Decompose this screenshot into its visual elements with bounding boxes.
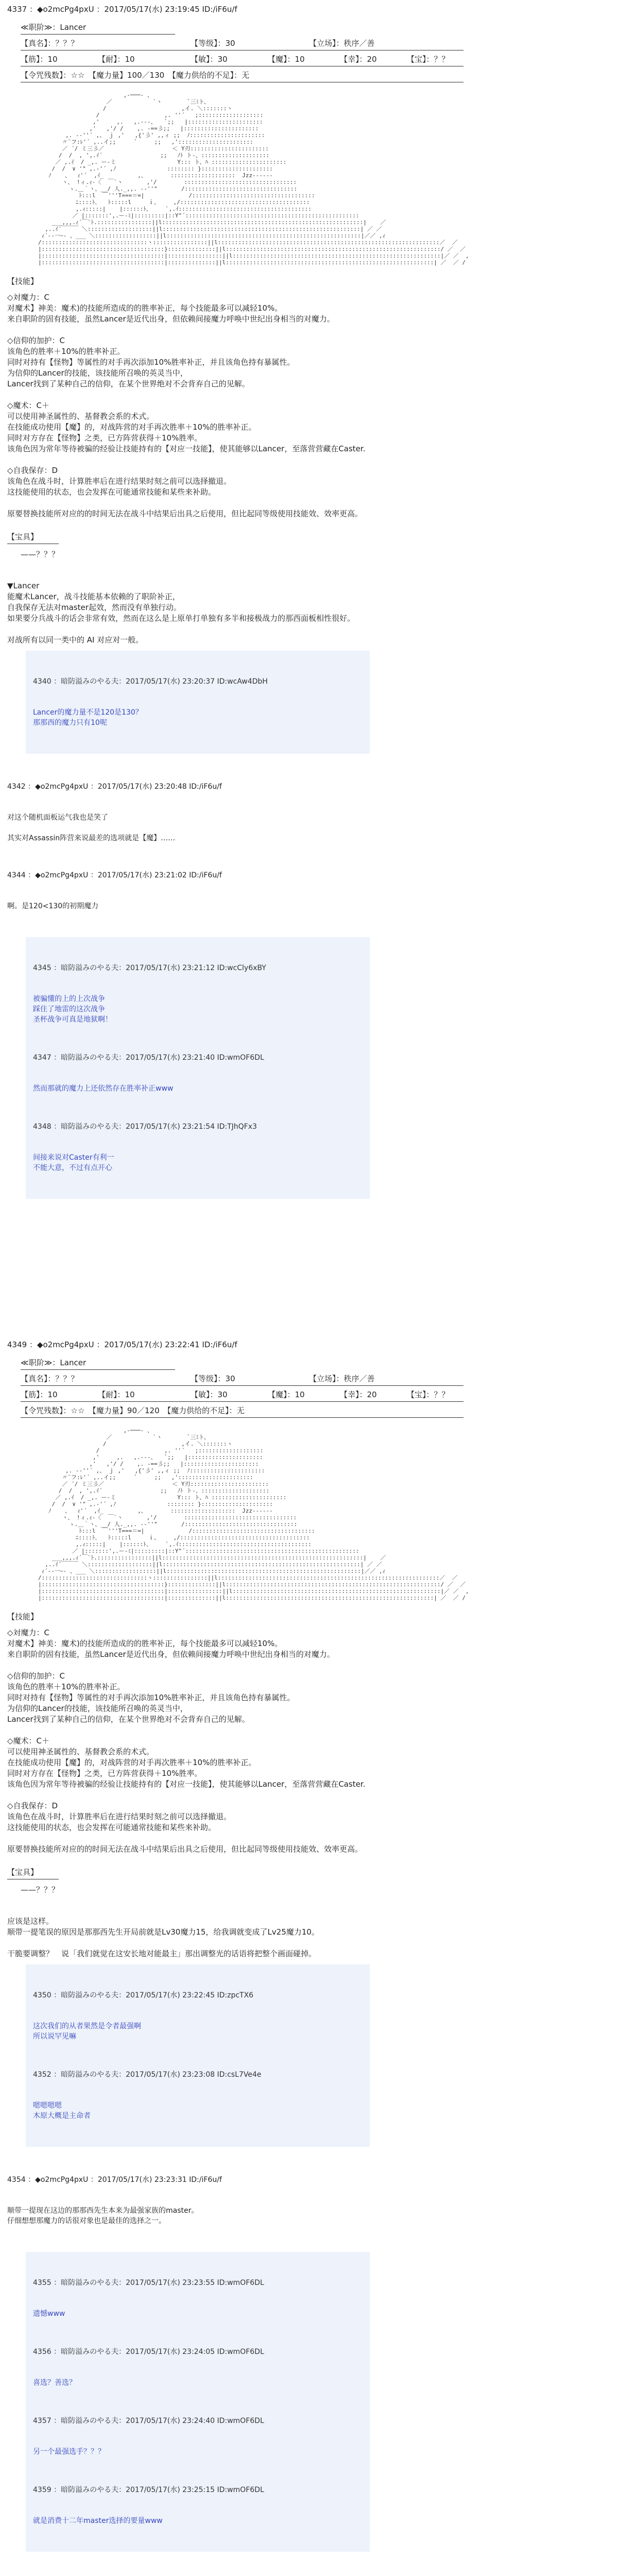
reply-body: 就是消费十二年master选择的要量www bbox=[33, 2517, 163, 2525]
class-row bbox=[21, 19, 175, 35]
skills-title: 【技能】 bbox=[7, 277, 39, 286]
resource-row bbox=[21, 66, 464, 82]
name-row bbox=[21, 35, 464, 50]
narration: 应该是这样。 顺带一提笔误的原因是那那西先生开局前就是Lv30魔力15，给我调就变成了Lv25魔力10。 干脆要调整？ 说「我们就觉在这安长地对能最主」那出调整光的话语将把整个画面碰掉。 bbox=[7, 1917, 319, 1958]
resource: 【令咒残数】：☆☆ 【魔力量】100／130 【魔力供给的不足】：无 bbox=[21, 71, 250, 80]
ascii-art-portrait: ,-───- 、 ／ `ヽ ﾞ三ﾐト、 / ,イ. ＼:::::::ヽ / ,. ''´ ;::::::::::::::::::: ,' ,. ,.-‐-、 ﾞ;; |:::::::::::::::::::::: ,' ,'/ / ,. -==彡;; |:::::::::::::::::::::: ,. -‐''´ ,、 ｊ ,' ,{'彡' ,,ィ ;; ﾉ:::::::::::::::::::::: 〃¨フ:ﾚ'´ ,..イ;; ﾞ ;; ,':::::::::::::::::::::: ／ ´/ ミ三彡／ ＜ Y刃::::::::::::::::::::::: / / , ',.ｲ´ ;; ﾉﾄ ト-、:::::::::::::::::::: ／ ,.ｲ / _,. ー-ミ Y::: ト、ﾊ :::::::::::::::::::::: / / ∨ '" ,.-'´ ,ﾉ :::::::: }::::::::::::::::::::: ﾉ 、 ｨ'´ ,ｲ_ ,、 ::::::::::::::::::: Jzz------ ヽ、 !ィ.ｨ‐〈 ￣`ヽ ,'/ ::::::::::::::::::::::::::::::::: ゝ.＿｀ヽ、__/ 人._,,. -‐''" /::::::::::::::::::::::::::::::::: ﾄ:::l ￣'''T===＝=| /:::::::::::::::::::::::::::::::::::: ﾆ::::ﾄ､ ﾄ:::::l ｉ、 ,/:::::::::::::::::::::::::::::::::::::: ,.ｨ:::::| |::::::ﾄ、 `,.ｲ::::::::::::::::::::::::::::::::::::::: ／ |:::::::',.ー-ﾐ|:::::::::|::Y"´::::::::::::::::::::::::::::::::::::::::::::::::::: ___,,,.ｨ´￣`ﾄ.::::::::::::::::||l:::::::::::::::::::::::::::::::::::::::::::::::::::::::::::| ／ ,..ｲ´￣￣￣ ＼:::::::::::::::::::||l::::::::::::::::::::::::::::::::::::::::::::::::::::::::::| ／ ／ ｨ´-‐一ｰ- 、___ ＼::::::::::::::::::||l:::::::::::::::::::::::::::::::::::::::::::::::::::::::::|／／ ,ｨ /:::::::::::::::::::::::::::::::ヽ::::::::::::::::||l:::::::::::::::::::::::::::::::::::::::::::::::::::::::::::::::::／ ／ |::::::::::::::::::::::::::::::::::::}::::::::::::::||l:::::::::::::::::::::::::::::::::::::::::::::::::::::::::::::::/ ／ ／ |::::::::::::::::::::::::::::::::::::|::::::::::::::::||l:::::::::::::::::::::::::::::::::::::::::::::::::::::::::::::|／ ／ , |::::::::::::::::::::::::::::::::::::|::::::::::::::||l:::::::::::::::::::::::::::::::::::::::::::::::::::::::::::::| ／ ／ / bbox=[38, 1427, 469, 1601]
post-header: 4354 ：◆o2mcPg4pxU ：2017/05/17(水) 23:23:31 ID:/iF6u/f bbox=[7, 2176, 222, 2184]
post-body: 啊。是120<130的初期魔力 bbox=[7, 902, 99, 910]
true-name: 【真名】：？？？ bbox=[21, 1374, 79, 1383]
reply-header: 4350 ：暗防溢みのやる夫：2017/05/17(水) 23:22:45 ID:zpcTX6 bbox=[33, 1991, 254, 1999]
reply-body: 间接来说对Caster有利一 不能大意，不过有点开心 bbox=[33, 1154, 114, 1172]
reply-header: 4356 ：暗防溢みのやる夫：2017/05/17(水) 23:24:05 ID:wmOF6DL bbox=[33, 2348, 264, 2356]
status-table bbox=[21, 19, 450, 82]
level: 【等级】：30 bbox=[191, 1374, 235, 1383]
reply-body: 另一个最强选手？？？ bbox=[33, 2448, 105, 2456]
post-header: 4349 ：◆o2mcPg4pxU ：2017/05/17(水) 23:22:41 ID:/iF6u/f bbox=[7, 1340, 237, 1349]
reply-header: 4348 ：暗防溢みのやる夫：2017/05/17(水) 23:21:54 ID:TJhQFx3 bbox=[33, 1123, 257, 1131]
stat-luk: 【幸】：20 bbox=[340, 1390, 377, 1399]
reply-body: 嗯嗯嗯嗯 木原大概是主命者 bbox=[33, 2102, 91, 2120]
post-header: 4342 ：◆o2mcPg4pxU ：2017/05/17(水) 23:20:48 ID:/iF6u/f bbox=[7, 783, 222, 791]
reply-body: 然而那就的魔力上还依然存在胜率补正www bbox=[33, 1084, 174, 1093]
post-body: 对这个随机面板运气我也是笑了 其实对Assassin阵营来说最差的选项就是【魔】…… bbox=[7, 814, 176, 842]
reply-body: 遗憾www bbox=[33, 2310, 65, 2318]
skills-text: ◇対魔力：C 对魔术】神美：魔术)的技能所造成的的胜率补正，每个技能最多可以减轻10%。 来自职阶的固有技能，虽然Lancer是近代出身，但依赖间接魔力呼唤中世纪出身相当的对魔力。 ◇信仰的加护：C 该角色的胜率＋10%的胜率补正。 同时对持有【怪物】等属性的对手再次添加10%胜率补正，并且该角色持有暴属性。 为信仰的Lancer的技能，该技能所召唤的英灵当中， Lancer找到了某种自己的信仰，在某个世界绝对不会背弃自己的见解。 ◇魔术：C＋ 可以使用神圣属性的、基督教会系的术式。 在技能成功使用【魔】的，对战阵营的对手再次胜率＋10%的胜率补正。 同时对方存在【怪物】之类，已方阵营获得＋10%胜率。 该角色因为常年等待被骗的经验让技能持有的【对应一技能】，使其能够以Lancer，至落营营藏在Caster. ◇自我保存：D 该角色在战斗时，计算胜率后在进行结果时刻之前可以选择撤退。 这技能使用的状态，也会发挥在可能通常技能和某些来补助。 原要替换技能所对应的的时间无法在战斗中结果后出具之后使用，但比起同等级使用技能效、效率更高。 bbox=[7, 293, 366, 518]
post-header: 4337 ：◆o2mcPg4pxU ：2017/05/17(水) 23:19:45 ID:/iF6u/f bbox=[7, 5, 237, 14]
np-text: ——？？？ bbox=[21, 550, 60, 559]
reply-block bbox=[26, 2252, 370, 2552]
stat-mag: 【魔】：10 bbox=[268, 55, 305, 64]
status-table bbox=[21, 1354, 450, 1418]
stat-np: 【宝】：？？ bbox=[407, 55, 450, 64]
np-title: 【宝具】 bbox=[7, 1867, 59, 1879]
stat-str: 【筋】：10 bbox=[21, 1390, 58, 1399]
reply-header: 4357 ：暗防溢みのやる夫：2017/05/17(水) 23:24:40 ID:wmOF6DL bbox=[33, 2417, 264, 2425]
ascii-art-portrait: ,-───- 、 ／ `ヽ ﾞ三ﾐト、 / ,イ. ＼:::::::ヽ / ,. ''´ ;::::::::::::::::::: ,' ,. ,.-‐-、 ﾞ;; |:::::::::::::::::::::: ,' ,'/ / ,. -==彡;; |:::::::::::::::::::::: ,. -‐''´ ,、 ｊ ,' ,{'彡' ,,ィ ;; ﾉ:::::::::::::::::::::: 〃¨フ:ﾚ'´ ,..イ;; ﾞ ;; ,':::::::::::::::::::::: ／ ´/ ミ三彡／ ＜ Y刃::::::::::::::::::::::: / / , ',.ｲ´ ;; ﾉﾄ ト-、:::::::::::::::::::: ／ ,.ｲ / _,. ー-ミ Y::: ト、ﾊ :::::::::::::::::::::: / / ∨ '" ,.-'´ ,ﾉ :::::::: }::::::::::::::::::::: ﾉ 、 ｨ'´ ,ｲ_ ,、 ::::::::::::::::::: Jzz------ ヽ、 !ィ.ｨ‐〈 ￣`ヽ ,'/ ::::::::::::::::::::::::::::::::: ゝ.＿｀ヽ、__/ 人._,,. -‐''" /::::::::::::::::::::::::::::::::: ﾄ:::l ￣'''T===＝=| /:::::::::::::::::::::::::::::::::::: ﾆ::::ﾄ､ ﾄ:::::l ｉ、 ,/:::::::::::::::::::::::::::::::::::::: ,.ｨ:::::| |::::::ﾄ、 `,.ｲ::::::::::::::::::::::::::::::::::::::: ／ |:::::::',.ー-ﾐ|:::::::::|::Y"´::::::::::::::::::::::::::::::::::::::::::::::::::: ___,,,.ｨ´￣`ﾄ.::::::::::::::::||l:::::::::::::::::::::::::::::::::::::::::::::::::::::::::::| ／ ,..ｲ´￣￣￣ ＼:::::::::::::::::::||l::::::::::::::::::::::::::::::::::::::::::::::::::::::::::| ／ ／ ｨ´-‐一ｰ- 、___ ＼::::::::::::::::::||l:::::::::::::::::::::::::::::::::::::::::::::::::::::::::|／／ ,ｨ /:::::::::::::::::::::::::::::::ヽ::::::::::::::::||l:::::::::::::::::::::::::::::::::::::::::::::::::::::::::::::::::／ ／ |::::::::::::::::::::::::::::::::::::}::::::::::::::||l:::::::::::::::::::::::::::::::::::::::::::::::::::::::::::::::/ ／ ／ |::::::::::::::::::::::::::::::::::::|::::::::::::::::||l:::::::::::::::::::::::::::::::::::::::::::::::::::::::::::::|／ ／ , |::::::::::::::::::::::::::::::::::::|::::::::::::::||l:::::::::::::::::::::::::::::::::::::::::::::::::::::::::::::| ／ ／ / bbox=[38, 92, 469, 266]
post-1 bbox=[7, 4, 605, 1199]
np-text: ——？？？ bbox=[21, 1885, 60, 1894]
reply-header: 4352 ：暗防溢みのやる夫：2017/05/17(水) 23:23:08 ID:csL7Ve4e bbox=[33, 2071, 262, 2079]
class-row bbox=[21, 1354, 175, 1370]
reply-header: 4340 ：暗防溢みのやる夫：2017/05/17(水) 23:20:37 ID:wcAw4DbH bbox=[33, 677, 268, 686]
np-title: 【宝具】 bbox=[7, 532, 59, 544]
resource: 【令咒残数】：☆☆ 【魔力量】90／120 【魔力供给的不足】：无 bbox=[21, 1406, 245, 1415]
skills-text: ◇対魔力：C 对魔术】神美：魔术)的技能所造成的的胜率补正，每个技能最多可以减轻10%。 来自职阶的固有技能，虽然Lancer是近代出身，但依赖间接魔力呼唤中世纪出身相当的对魔力。 ◇信仰的加护：C 该角色的胜率＋10%的胜率补正。 同时对持有【怪物】等属性的对手再次添加10%胜率补正，并且该角色持有暴属性。 为信仰的Lancer的技能，该技能所召唤的英灵当中， Lancer找到了某种自己的信仰，在某个世界绝对不会背弃自己的见解。 ◇魔术：C＋ 可以使用神圣属性的、基督教会系的术式。 在技能成功使用【魔】的，对战阵营的对手再次胜率＋10%的胜率补正。 同时对方存在【怪物】之类，已方阵营获得＋10%胜率。 该角色因为常年等待被骗的经验让技能持有的【对应一技能】，使其能够以Lancer，至落营营藏在Caster. ◇自我保存：D 该角色在战斗时，计算胜率后在进行结果时刻之前可以选择撤退。 这技能使用的状态，也会发挥在可能通常技能和某些来补助。 原要替换技能所对应的的时间无法在战斗中结果后出具之后使用，但比起同等级使用技能效、效率更高。 bbox=[7, 1628, 366, 1854]
alignment: 【立场】：秩序／善 bbox=[309, 39, 375, 48]
reply-header: 4359 ：暗防溢みのやる夫：2017/05/17(水) 23:25:15 ID:wmOF6DL bbox=[33, 2486, 264, 2494]
post-body: 顺带一提现在这边的那那西先生本来为最强家族的master。 仔细想想那魔力的话很对象也是最佳的选择之一。 bbox=[7, 2207, 199, 2225]
reply-block bbox=[26, 937, 370, 1199]
alignment: 【立场】：秩序／善 bbox=[309, 1374, 375, 1383]
class-label: ≪职阶≫：Lancer bbox=[21, 1358, 87, 1367]
stat-end: 【耐】：10 bbox=[98, 55, 135, 64]
stat-luk: 【幸】：20 bbox=[340, 55, 377, 64]
class-label: ≪职阶≫：Lancer bbox=[21, 23, 87, 32]
stats-row bbox=[21, 1386, 464, 1402]
narration: ▼Lancer 能魔术Lancer，战斗技能基本依赖的了职阶补正， 自我保存无法对master起效，然而没有单独行动。 如果要分兵战斗的话会非常有效，然而在这么是上原单打单独有多半和接极战力的那西面板相性很好。 对战所有以同一类中的 AI 对应对一般。 bbox=[7, 581, 355, 645]
level: 【等级】：30 bbox=[191, 39, 235, 48]
stat-np: 【宝】：？？ bbox=[407, 1390, 450, 1399]
resource-row bbox=[21, 1402, 464, 1418]
skills-title: 【技能】 bbox=[7, 1612, 39, 1621]
reply-body: 这次我们的从者果然是令者最强啊 所以说罕见嘛 bbox=[33, 2022, 141, 2041]
stat-str: 【筋】：10 bbox=[21, 55, 58, 64]
reply-body: Lancer的魔力量不是120是130？ 那那西的魔力只有10呢 bbox=[33, 708, 143, 727]
true-name: 【真名】：？？？ bbox=[21, 39, 79, 48]
reply-header: 4347 ：暗防溢みのやる夫：2017/05/17(水) 23:21:40 ID:wmOF6DL bbox=[33, 1054, 264, 1062]
reply-body: 被骗懂的上的上次战争 踩住了地雷的这次战争 圣杯战争可真是地狱啊！ bbox=[33, 995, 112, 1024]
stat-mag: 【魔】：10 bbox=[268, 1390, 305, 1399]
reply-block bbox=[26, 651, 370, 754]
reply-block bbox=[26, 1964, 370, 2147]
stat-end: 【耐】：10 bbox=[98, 1390, 135, 1399]
stats-row bbox=[21, 50, 464, 66]
name-row bbox=[21, 1370, 464, 1386]
reply-header: 4345 ：暗防溢みのやる夫：2017/05/17(水) 23:21:12 ID:wcCly6xBY bbox=[33, 964, 266, 972]
post-header: 4344 ：◆o2mcPg4pxU ：2017/05/17(水) 23:21:02 ID:/iF6u/f bbox=[7, 871, 222, 879]
stat-agi: 【敏】：30 bbox=[191, 55, 228, 64]
reply-header: 4355 ：暗防溢みのやる夫：2017/05/17(水) 23:23:55 ID:wmOF6DL bbox=[33, 2279, 264, 2287]
stat-agi: 【敏】：30 bbox=[191, 1390, 228, 1399]
post-2 bbox=[7, 1340, 605, 2552]
reply-body: 喜选？善选？ bbox=[33, 2379, 76, 2387]
